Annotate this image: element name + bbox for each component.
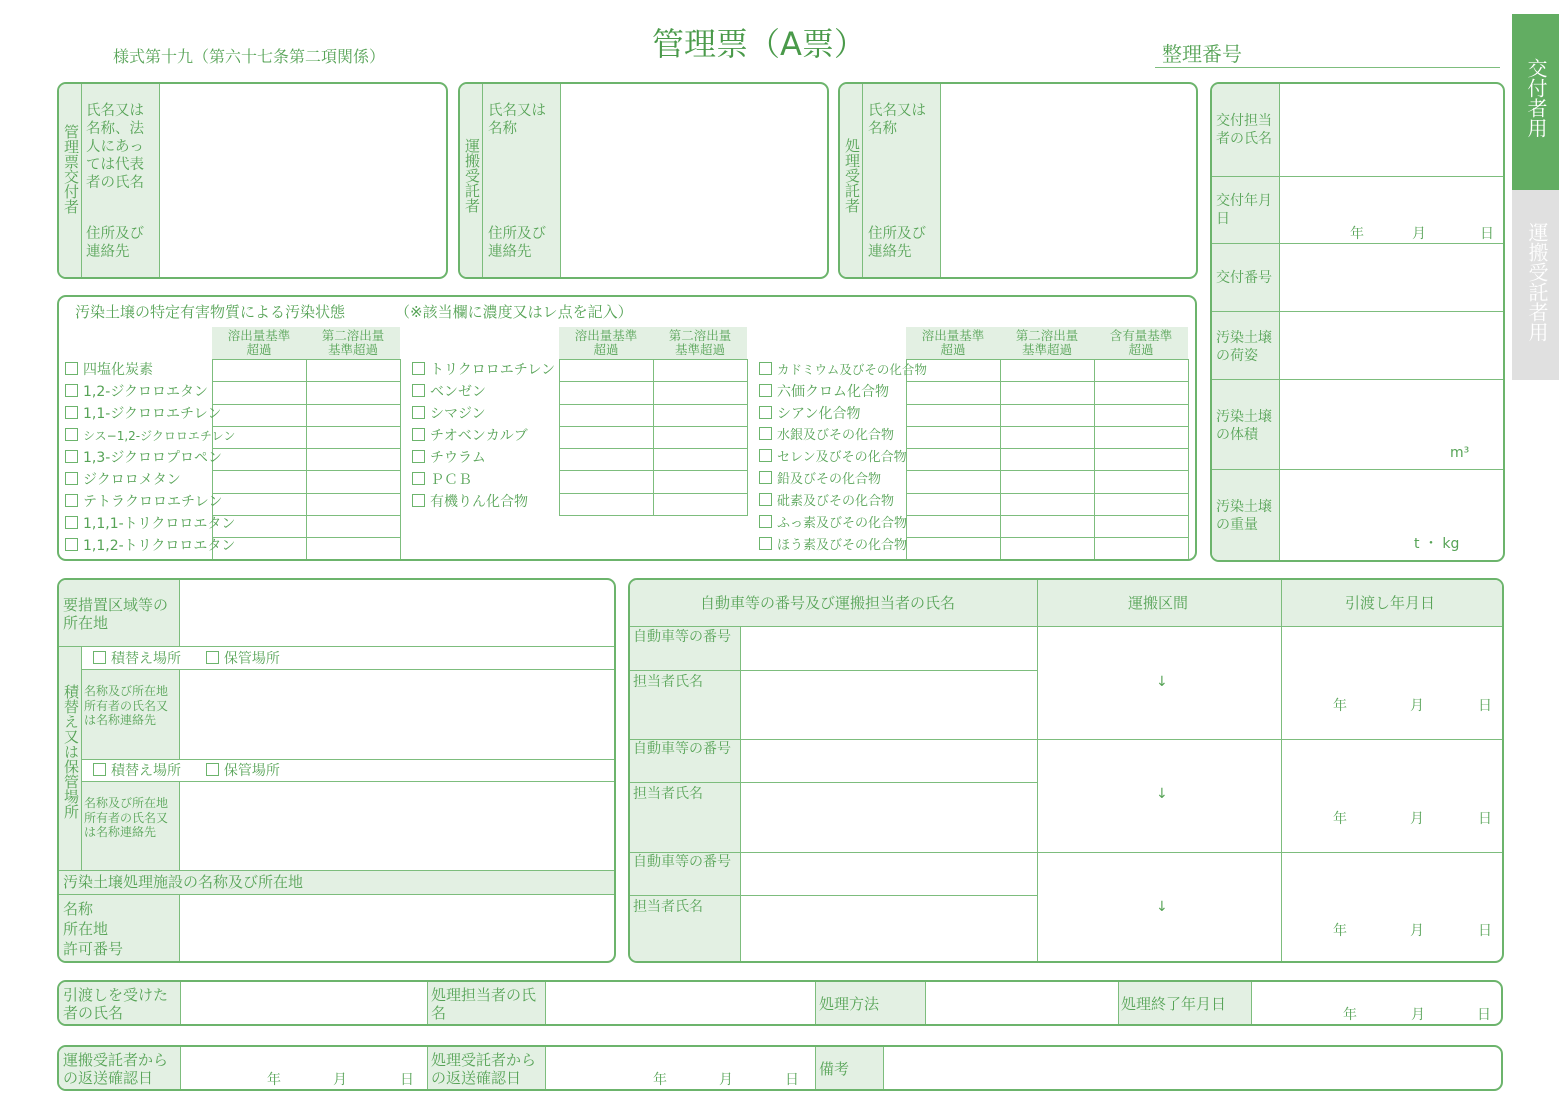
substance-item[interactable]: チオベンカルブ	[412, 425, 528, 447]
issue-year: 年	[1350, 226, 1364, 242]
checkbox[interactable]	[65, 516, 78, 529]
checkbox[interactable]	[759, 427, 772, 440]
checkbox[interactable]	[759, 515, 772, 528]
return-row	[57, 1045, 1503, 1091]
checkbox[interactable]	[759, 471, 772, 484]
facility-name-label: 名称	[63, 900, 94, 918]
processor-return-month: 月	[719, 1072, 733, 1088]
carrier-name-label: 氏名又は名称	[488, 103, 546, 137]
substance-item[interactable]: シス−1,2-ジクロロエチレン	[65, 425, 235, 447]
vehicle-number-label: 自動車等の番号	[633, 741, 731, 757]
transport-header-vehicle: 自動車等の番号及び運搬担当者の氏名	[700, 594, 956, 612]
substance-item[interactable]: ジクロロメタン	[65, 469, 181, 491]
storage-type-row-1: 積替え場所 保管場所	[93, 648, 280, 670]
checkbox[interactable]	[65, 384, 78, 397]
section-arrow: ↓	[1156, 674, 1168, 690]
transport-header-date: 引渡し年月日	[1345, 594, 1436, 612]
checkbox[interactable]	[65, 450, 78, 463]
g2-col1-line1: 溶出量基準	[574, 328, 638, 343]
g3-col3-line1: 含有量基準	[1109, 328, 1173, 343]
substance-item[interactable]: 1,3-ジクロロプロペン	[65, 447, 222, 469]
checkbox[interactable]	[65, 428, 78, 441]
substance-item[interactable]: 1,1,1-トリクロロエタン	[65, 513, 235, 535]
g1-col1-line2: 超過	[246, 342, 272, 357]
g3-col2-line1: 第二溶出量	[1015, 328, 1079, 343]
carrier-return-label: 運搬受託者からの返送確認日	[63, 1051, 169, 1087]
remarks-label: 備考	[819, 1060, 850, 1078]
finish-date-label: 処理終了年月日	[1121, 995, 1227, 1013]
handover-month: 月	[1410, 698, 1424, 714]
driver-name-label: 担当者氏名	[633, 674, 703, 690]
volume-label: 汚染土壌の体積	[1216, 409, 1272, 443]
handover-year: 年	[1333, 923, 1347, 939]
storage-checkbox[interactable]	[206, 763, 219, 776]
checkbox[interactable]	[412, 450, 425, 463]
g2-col2-line1: 第二溶出量	[668, 328, 732, 343]
processor-side-label: 処理受託者	[843, 138, 861, 213]
receipt-row	[57, 980, 1503, 1026]
substance-item[interactable]: カドミウム及びその化合物	[759, 359, 927, 381]
processor-address-label: 住所及び連絡先	[868, 226, 926, 260]
g1-col1-line1: 溶出量基準	[227, 328, 291, 343]
substance-item[interactable]: 1,1,2-トリクロロエタン	[65, 535, 235, 557]
volume-unit: m³	[1450, 445, 1470, 461]
issue-day: 日	[1480, 226, 1494, 242]
carrier-return-year: 年	[267, 1072, 281, 1088]
driver-name-label: 担当者氏名	[633, 786, 703, 802]
serial-label: 整理番号	[1162, 42, 1242, 66]
storage-detail-label-1: 名称及び所在地所有者の氏名又は名称連絡先	[84, 684, 169, 727]
transport-header-section: 運搬区間	[1128, 594, 1189, 612]
checkbox[interactable]	[65, 494, 78, 507]
checkbox[interactable]	[412, 384, 425, 397]
handover-day: 日	[1478, 923, 1492, 939]
facility-permit-label: 許可番号	[63, 940, 124, 958]
handover-day: 日	[1478, 698, 1492, 714]
transport-section	[628, 578, 1504, 963]
substance-item[interactable]: チウラム	[412, 447, 486, 469]
group2-grid	[559, 359, 748, 516]
checkbox[interactable]	[759, 493, 772, 506]
packaging-label: 汚染土壌の荷姿	[1216, 330, 1272, 364]
serial-line	[1155, 67, 1500, 68]
issue-month: 月	[1412, 226, 1426, 242]
checkbox[interactable]	[412, 406, 425, 419]
storage-side-label: 積替え又は保管場所	[62, 684, 80, 819]
substance-item[interactable]: シマジン	[412, 403, 486, 425]
group3-grid	[906, 359, 1189, 561]
substance-item[interactable]: 四塩化炭素	[65, 359, 153, 381]
g3-col1-line2: 超過	[940, 342, 966, 357]
carrier-return-day: 日	[400, 1072, 414, 1088]
contamination-note: （※該当欄に濃度又はレ点を記入）	[395, 303, 633, 321]
handover-year: 年	[1333, 811, 1347, 827]
substance-item[interactable]: 鉛及びその化合物	[759, 469, 881, 491]
checkbox[interactable]	[412, 472, 425, 485]
g3-col1-line1: 溶出量基準	[921, 328, 985, 343]
issuer-address-label: 住所及び連絡先	[86, 226, 144, 260]
substance-item[interactable]: トリクロロエチレン	[412, 359, 555, 381]
substance-item[interactable]: ほう素及びその化合物	[759, 535, 907, 557]
issue-number-label: 交付番号	[1216, 270, 1272, 286]
substance-item[interactable]: 有機りん化合物	[412, 491, 528, 513]
substance-item[interactable]: シアン化合物	[759, 403, 860, 425]
g1-col2-line2: 基準超過	[327, 342, 378, 357]
storage-detail-label-2: 名称及び所在地所有者の氏名又は名称連絡先	[84, 796, 169, 839]
processor-name-label: 氏名又は名称	[868, 103, 926, 137]
weight-label: 汚染土壌の重量	[1216, 499, 1272, 533]
transship-checkbox[interactable]	[93, 763, 106, 776]
facility-address-label: 所在地	[63, 920, 109, 938]
checkbox[interactable]	[759, 537, 772, 550]
checkbox[interactable]	[65, 362, 78, 375]
vehicle-number-label: 自動車等の番号	[633, 629, 731, 645]
checkbox[interactable]	[65, 406, 78, 419]
receiver-label: 引渡しを受けた者の氏名	[63, 986, 169, 1022]
substance-item[interactable]: ふっ素及びその化合物	[759, 513, 907, 535]
g3-col2-line2: 基準超過	[1021, 342, 1072, 357]
finish-year: 年	[1343, 1007, 1357, 1023]
substance-item[interactable]: 水銀及びその化合物	[759, 425, 894, 447]
section-arrow: ↓	[1156, 899, 1168, 915]
weight-unit: t ・ kg	[1414, 536, 1460, 552]
g2-col1-line2: 超過	[593, 342, 619, 357]
finish-month: 月	[1411, 1007, 1425, 1023]
issuer-side-label: 管理票交付者	[62, 124, 80, 214]
checkbox[interactable]	[412, 494, 425, 507]
facility-title: 汚染土壌処理施設の名称及び所在地	[63, 873, 304, 891]
g3-col3-line2: 超過	[1128, 342, 1154, 357]
issuer-name-label: 氏名又は名称、法人にあっては代表者の氏名	[86, 103, 144, 191]
g1-col2-line1: 第二溶出量	[321, 328, 385, 343]
issuance-panel	[1210, 82, 1505, 562]
contamination-section	[57, 295, 1197, 561]
processor-return-year: 年	[653, 1072, 667, 1088]
page-title: 管理票（A票）	[652, 25, 866, 63]
substance-item[interactable]: 砒素及びその化合物	[759, 491, 894, 513]
substance-item[interactable]: 六価クロム化合物	[759, 381, 889, 403]
carrier-box	[458, 82, 829, 279]
handover-month: 月	[1410, 811, 1424, 827]
issuer-person-label: 交付担当者の氏名	[1216, 113, 1272, 147]
handover-day: 日	[1478, 811, 1492, 827]
tab-issuer-copy: 交付者用	[1512, 14, 1559, 190]
issuer-box	[57, 82, 448, 279]
group1-grid	[212, 359, 401, 561]
storage-type-row-2: 積替え場所 保管場所	[93, 760, 280, 782]
checkbox[interactable]	[412, 362, 425, 375]
processor-return-day: 日	[785, 1072, 799, 1088]
checkbox[interactable]	[65, 538, 78, 551]
handover-year: 年	[1333, 698, 1347, 714]
vehicle-number-label: 自動車等の番号	[633, 854, 731, 870]
checkbox[interactable]	[65, 472, 78, 485]
substance-item[interactable]: テトラクロロエチレン	[65, 491, 222, 513]
driver-name-label: 担当者氏名	[633, 899, 703, 915]
handler-label: 処理担当者の氏名	[431, 986, 537, 1022]
section-arrow: ↓	[1156, 786, 1168, 802]
processor-return-label: 処理受託者からの返送確認日	[431, 1051, 537, 1087]
tab-carrier-copy: 運搬受託者用	[1512, 190, 1559, 380]
carrier-return-month: 月	[333, 1072, 347, 1088]
checkbox[interactable]	[759, 449, 772, 462]
checkbox[interactable]	[759, 406, 772, 419]
transship-checkbox[interactable]	[93, 651, 106, 664]
storage-checkbox[interactable]	[206, 651, 219, 664]
checkbox[interactable]	[412, 428, 425, 441]
finish-day: 日	[1477, 1007, 1491, 1023]
substance-item[interactable]: ベンゼン	[412, 381, 486, 403]
checkbox[interactable]	[759, 362, 772, 375]
processor-box	[838, 82, 1198, 279]
carrier-side-label: 運搬受託者	[463, 138, 481, 213]
checkbox[interactable]	[759, 384, 772, 397]
substance-item[interactable]: ＰＣＢ	[412, 469, 472, 491]
g2-col2-line2: 基準超過	[674, 342, 725, 357]
substance-item[interactable]: 1,1-ジクロロエチレン	[65, 403, 221, 425]
handover-month: 月	[1410, 923, 1424, 939]
form-number: 様式第十九（第六十七条第二項関係）	[113, 47, 386, 66]
issue-date-label: 交付年月日	[1216, 193, 1272, 227]
contamination-title: 汚染土壌の特定有害物質による汚染状態	[75, 303, 346, 321]
method-label: 処理方法	[819, 995, 880, 1013]
substance-item[interactable]: 1,2-ジクロロエタン	[65, 381, 208, 403]
site-location-label: 要措置区域等の所在地	[63, 596, 169, 632]
site-section	[57, 578, 616, 963]
substance-item[interactable]: セレン及びその化合物	[759, 447, 907, 469]
carrier-address-label: 住所及び連絡先	[488, 226, 546, 260]
